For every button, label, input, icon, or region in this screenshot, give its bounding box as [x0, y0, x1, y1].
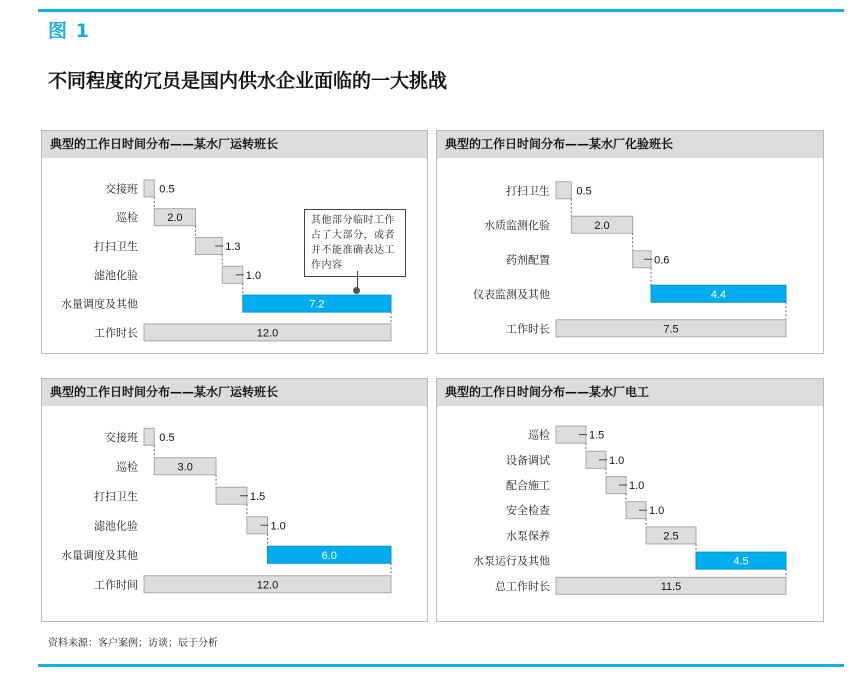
callout-note: 其他部分临时工作占了大部分，或者并不能准确表达工作内容: [304, 209, 406, 277]
chart-panel-lab-leader: [436, 130, 824, 354]
category-label: 设备调试: [506, 453, 550, 467]
value-label: 1.0: [629, 480, 645, 492]
waterfall-chart: [437, 406, 823, 621]
value-label: 4.4: [710, 288, 727, 301]
value-label: 1.0: [245, 269, 262, 282]
chart-title: 典型的工作日时间分布——某水厂化验班长: [437, 131, 823, 158]
value-label: 2.0: [594, 219, 610, 232]
category-label: 工作时长: [506, 322, 550, 336]
value-label: 11.5: [660, 580, 682, 593]
value-label: 1.5: [249, 490, 266, 503]
category-label: 打扫卫生: [94, 489, 138, 503]
category-label: 工作时间: [94, 578, 138, 592]
waterfall-chart: [437, 158, 823, 353]
value-label: 1.0: [649, 505, 665, 518]
value-label: 6.0: [321, 549, 337, 562]
value-label: 1.0: [609, 454, 625, 467]
category-label: 工作时长: [94, 326, 138, 340]
value-label: 1.0: [270, 520, 286, 533]
category-label: 巡检: [116, 460, 138, 474]
category-label: 交接班: [105, 430, 138, 444]
category-label: 药剂配置: [506, 253, 550, 267]
value-label: 7.2: [309, 298, 325, 311]
category-label: 交接班: [105, 182, 138, 196]
chart-panel-electrician: [436, 378, 824, 622]
category-label: 水量调度及其他: [61, 548, 138, 562]
value-label: 1.5: [589, 429, 605, 442]
category-label: 滤池化验: [94, 268, 138, 282]
category-label: 打扫卫生: [94, 240, 138, 253]
category-label: 总工作时长: [495, 579, 550, 593]
value-label: 12.0: [256, 327, 279, 340]
value-label: 3.0: [177, 461, 193, 474]
chart-title: 典型的工作日时间分布——某水厂运转班长: [42, 131, 427, 158]
figure-label: 图 1: [48, 20, 90, 42]
category-label: 打扫卫生: [506, 184, 550, 198]
value-label: 2.5: [663, 530, 679, 543]
chart-title: 典型的工作日时间分布——某水厂电工: [437, 379, 823, 406]
chart-title: 典型的工作日时间分布——某水厂运转班长: [42, 379, 427, 406]
callout-pointer-dot: [353, 287, 360, 294]
category-label: 水泵运行及其他: [473, 554, 550, 568]
category-label: 滤池化验: [94, 519, 138, 533]
bar: [556, 182, 571, 199]
bar: [144, 180, 154, 197]
bar: [144, 428, 154, 445]
value-label: 2.0: [167, 212, 183, 225]
waterfall-chart: [42, 406, 427, 621]
category-label: 巡检: [528, 428, 550, 442]
category-label: 水泵保养: [506, 529, 550, 543]
source-note: 资料来源：客户案例；访谈；辰于分析: [48, 638, 218, 649]
top-rule: [38, 9, 844, 12]
chart-panel-operations-leader-2: [41, 378, 428, 622]
bottom-rule: [38, 664, 844, 667]
value-label: 12.0: [256, 579, 279, 592]
value-label: 0.5: [159, 431, 175, 444]
category-label: 水质监测化验: [484, 218, 550, 232]
category-label: 配合施工: [506, 479, 550, 492]
value-label: 7.5: [663, 323, 679, 336]
value-label: 1.3: [225, 241, 241, 253]
category-label: 安全检查: [506, 504, 550, 518]
headline: 不同程度的冗员是国内供水企业面临的一大挑战: [48, 70, 448, 92]
category-label: 仪表监测及其他: [473, 287, 550, 301]
value-label: 0.5: [576, 185, 592, 198]
category-label: 巡检: [116, 211, 138, 225]
category-label: 水量调度及其他: [61, 297, 138, 311]
value-label: 4.5: [733, 555, 749, 568]
value-label: 0.6: [654, 254, 670, 267]
value-label: 0.5: [159, 183, 175, 196]
